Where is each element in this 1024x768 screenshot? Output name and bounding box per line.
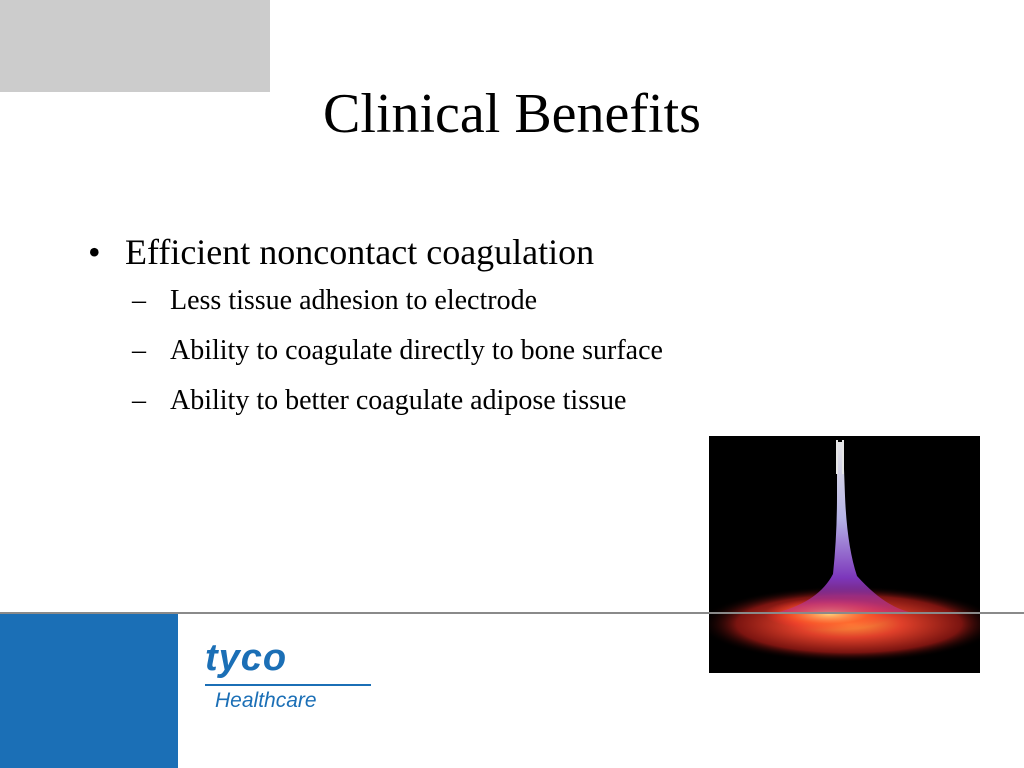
sub-bullet-item [88, 276, 663, 326]
sub-bullet-item [88, 376, 663, 426]
footer-accent-block [0, 614, 178, 768]
sub-bullet-item [88, 326, 663, 376]
bullet-text: Efficient noncontact coagulation [125, 232, 595, 272]
logo-wordmark: tyco [205, 637, 288, 679]
sub-bullet-text: Less tissue adhesion to electrode [170, 285, 538, 316]
logo-subtitle: Healthcare [215, 689, 317, 712]
sub-bullet-text: Ability to coagulate directly to bone surface [170, 335, 663, 366]
sub-bullet-marker: – [132, 335, 146, 366]
bullet-marker: • [88, 232, 101, 272]
company-logo [205, 638, 375, 718]
bullet-item [88, 228, 663, 276]
bullet-list [88, 228, 663, 426]
argon-plasma-photo [709, 436, 980, 673]
corner-decoration-box [0, 0, 270, 92]
sub-bullet-marker: – [132, 385, 146, 416]
sub-bullet-text: Ability to better coagulate adipose tissue [170, 385, 627, 416]
sub-bullet-marker: – [132, 285, 146, 316]
slide-title: Clinical Benefits [323, 83, 701, 145]
